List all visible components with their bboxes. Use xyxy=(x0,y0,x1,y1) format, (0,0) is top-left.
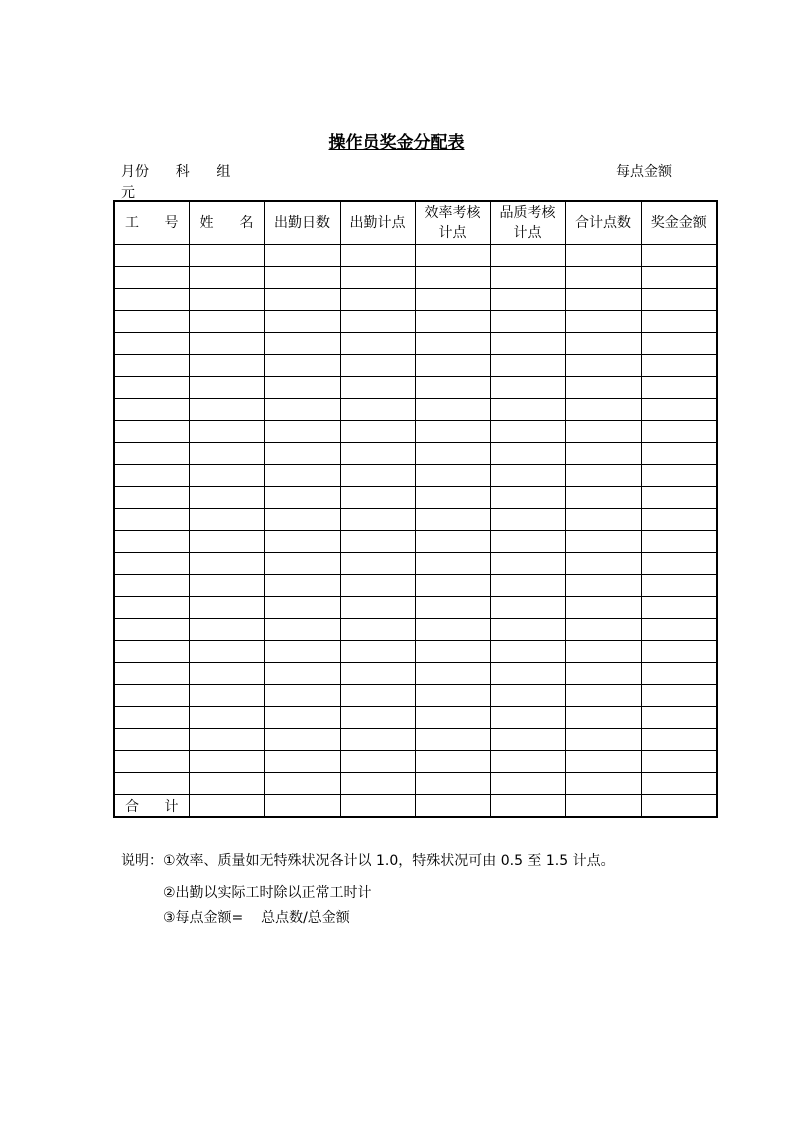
table-cell[interactable] xyxy=(340,509,415,531)
table-cell[interactable] xyxy=(114,355,189,377)
table-cell[interactable] xyxy=(189,443,264,465)
table-cell[interactable] xyxy=(490,443,565,465)
table-row xyxy=(114,751,717,773)
column-header-attendance-points: 出勤计点 xyxy=(340,201,415,245)
table-cell[interactable] xyxy=(340,553,415,575)
table-cell[interactable] xyxy=(114,729,189,751)
table-row xyxy=(114,773,717,795)
table-cell[interactable] xyxy=(490,465,565,487)
table-cell[interactable] xyxy=(641,399,717,421)
table-cell[interactable] xyxy=(340,729,415,751)
table-cell[interactable] xyxy=(189,729,264,751)
table-cell[interactable] xyxy=(565,267,641,289)
table-cell[interactable] xyxy=(340,487,415,509)
table-cell[interactable] xyxy=(490,685,565,707)
table-cell[interactable] xyxy=(189,421,264,443)
column-header-total-points: 合计点数 xyxy=(565,201,641,245)
table-cell[interactable] xyxy=(415,443,490,465)
table-cell[interactable] xyxy=(490,509,565,531)
table-row xyxy=(114,685,717,707)
column-header-employee-id: 工 号 xyxy=(114,201,189,245)
table-cell[interactable] xyxy=(415,597,490,619)
table-cell[interactable] xyxy=(189,597,264,619)
table-cell[interactable] xyxy=(565,575,641,597)
table-cell[interactable] xyxy=(490,399,565,421)
table-row xyxy=(114,355,717,377)
table-cell[interactable] xyxy=(565,487,641,509)
note-line-3: ③每点金额= 总点数/总金额 xyxy=(163,910,350,926)
table-cell[interactable] xyxy=(189,355,264,377)
table-cell[interactable] xyxy=(340,399,415,421)
table-row xyxy=(114,245,717,267)
table-cell[interactable] xyxy=(565,399,641,421)
table-cell[interactable] xyxy=(490,575,565,597)
table-cell[interactable] xyxy=(340,773,415,795)
table-cell[interactable] xyxy=(114,641,189,663)
table-cell[interactable] xyxy=(264,487,340,509)
table-cell[interactable] xyxy=(641,465,717,487)
table-cell[interactable] xyxy=(490,663,565,685)
table-row xyxy=(114,729,717,751)
table-cell[interactable] xyxy=(565,443,641,465)
table-cell[interactable] xyxy=(189,663,264,685)
table-cell[interactable] xyxy=(264,289,340,311)
table-cell[interactable] xyxy=(264,707,340,729)
table-cell[interactable] xyxy=(264,553,340,575)
table-cell[interactable] xyxy=(565,245,641,267)
table-cell[interactable] xyxy=(490,355,565,377)
table-cell[interactable] xyxy=(340,531,415,553)
table-cell[interactable] xyxy=(565,773,641,795)
total-label-cell: 合 计 xyxy=(114,795,189,818)
table-cell[interactable] xyxy=(264,267,340,289)
table-cell[interactable] xyxy=(114,333,189,355)
column-header-attendance-days: 出勤日数 xyxy=(264,201,340,245)
table-cell[interactable] xyxy=(340,575,415,597)
table-cell[interactable] xyxy=(415,707,490,729)
table-cell[interactable] xyxy=(415,663,490,685)
table-cell[interactable] xyxy=(490,311,565,333)
table-cell[interactable] xyxy=(114,685,189,707)
table-cell[interactable] xyxy=(264,421,340,443)
table-cell[interactable] xyxy=(415,685,490,707)
table-cell[interactable] xyxy=(641,509,717,531)
table-cell[interactable] xyxy=(114,509,189,531)
table-cell[interactable] xyxy=(264,575,340,597)
table-row xyxy=(114,619,717,641)
table-cell[interactable] xyxy=(490,245,565,267)
table-cell[interactable] xyxy=(114,597,189,619)
table-cell[interactable] xyxy=(565,553,641,575)
table-cell[interactable] xyxy=(415,289,490,311)
table-cell[interactable] xyxy=(264,773,340,795)
table-row xyxy=(114,707,717,729)
table-cell[interactable] xyxy=(114,575,189,597)
table-cell[interactable] xyxy=(415,245,490,267)
table-cell[interactable] xyxy=(340,685,415,707)
table-cell[interactable] xyxy=(114,531,189,553)
table-cell[interactable] xyxy=(340,267,415,289)
table-row xyxy=(114,509,717,531)
table-row xyxy=(114,487,717,509)
table-cell[interactable] xyxy=(264,663,340,685)
table-cell[interactable] xyxy=(189,707,264,729)
table-cell[interactable] xyxy=(641,729,717,751)
table-cell[interactable] xyxy=(340,377,415,399)
table-cell[interactable] xyxy=(565,729,641,751)
table-cell[interactable] xyxy=(415,399,490,421)
table-cell[interactable] xyxy=(340,245,415,267)
table-row xyxy=(114,311,717,333)
table-row xyxy=(114,377,717,399)
table-cell[interactable] xyxy=(189,795,264,818)
table-cell[interactable] xyxy=(189,311,264,333)
table-cell[interactable] xyxy=(189,509,264,531)
table-cell[interactable] xyxy=(565,465,641,487)
table-row xyxy=(114,443,717,465)
table-cell[interactable] xyxy=(641,685,717,707)
table-cell[interactable] xyxy=(114,289,189,311)
table-cell[interactable] xyxy=(264,619,340,641)
table-cell[interactable] xyxy=(189,333,264,355)
table-cell[interactable] xyxy=(114,751,189,773)
table-cell[interactable] xyxy=(264,465,340,487)
table-cell[interactable] xyxy=(114,619,189,641)
table-row xyxy=(114,663,717,685)
table-cell[interactable] xyxy=(189,531,264,553)
table-cell[interactable] xyxy=(264,311,340,333)
table-cell[interactable] xyxy=(264,751,340,773)
table-cell[interactable] xyxy=(340,751,415,773)
table-cell[interactable] xyxy=(490,333,565,355)
table-cell[interactable] xyxy=(565,377,641,399)
table-cell[interactable] xyxy=(565,509,641,531)
table-cell[interactable] xyxy=(264,509,340,531)
table-cell[interactable] xyxy=(114,399,189,421)
table-cell[interactable] xyxy=(114,443,189,465)
table-cell[interactable] xyxy=(189,377,264,399)
table-cell[interactable] xyxy=(264,377,340,399)
table-cell[interactable] xyxy=(641,575,717,597)
table-cell[interactable] xyxy=(415,509,490,531)
table-row xyxy=(114,531,717,553)
table-cell[interactable] xyxy=(189,267,264,289)
table-cell[interactable] xyxy=(490,597,565,619)
table-cell[interactable] xyxy=(641,333,717,355)
table-cell[interactable] xyxy=(565,641,641,663)
table-row xyxy=(114,597,717,619)
table-cell[interactable] xyxy=(641,311,717,333)
table-cell[interactable] xyxy=(641,355,717,377)
table-cell[interactable] xyxy=(641,553,717,575)
table-cell[interactable] xyxy=(340,597,415,619)
table-cell[interactable] xyxy=(490,773,565,795)
total-row xyxy=(114,795,717,818)
table-cell[interactable] xyxy=(114,465,189,487)
table-cell[interactable] xyxy=(340,465,415,487)
table-cell[interactable] xyxy=(641,773,717,795)
table-cell[interactable] xyxy=(490,377,565,399)
table-cell[interactable] xyxy=(340,443,415,465)
point-amount-label: 每点金额 xyxy=(616,164,672,180)
table-cell[interactable] xyxy=(565,685,641,707)
table-cell[interactable] xyxy=(641,531,717,553)
table-header-row xyxy=(114,201,717,245)
table-cell[interactable] xyxy=(264,443,340,465)
table-cell[interactable] xyxy=(189,575,264,597)
table-cell[interactable] xyxy=(641,245,717,267)
table-cell[interactable] xyxy=(641,267,717,289)
table-cell[interactable] xyxy=(189,245,264,267)
table-cell[interactable] xyxy=(415,311,490,333)
table-cell[interactable] xyxy=(565,663,641,685)
table-cell[interactable] xyxy=(490,795,565,818)
column-header-bonus-amount: 奖金金额 xyxy=(641,201,717,245)
table-cell[interactable] xyxy=(490,267,565,289)
table-cell[interactable] xyxy=(114,707,189,729)
column-header-name: 姓 名 xyxy=(189,201,264,245)
table-cell[interactable] xyxy=(641,707,717,729)
table-cell[interactable] xyxy=(340,311,415,333)
table-cell[interactable] xyxy=(264,245,340,267)
table-cell[interactable] xyxy=(114,553,189,575)
table-cell[interactable] xyxy=(189,465,264,487)
table-cell[interactable] xyxy=(641,377,717,399)
table-cell[interactable] xyxy=(565,421,641,443)
table-cell[interactable] xyxy=(490,289,565,311)
table-cell[interactable] xyxy=(114,487,189,509)
table-cell[interactable] xyxy=(415,575,490,597)
note-line-2: ②出勤以实际工时除以正常工时计 xyxy=(163,885,372,901)
table-cell[interactable] xyxy=(264,729,340,751)
table-cell[interactable] xyxy=(415,333,490,355)
table-cell[interactable] xyxy=(641,597,717,619)
table-cell[interactable] xyxy=(114,421,189,443)
table-cell[interactable] xyxy=(264,597,340,619)
table-cell[interactable] xyxy=(189,641,264,663)
table-cell[interactable] xyxy=(114,773,189,795)
table-cell[interactable] xyxy=(415,531,490,553)
table-cell[interactable] xyxy=(114,245,189,267)
table-cell[interactable] xyxy=(340,707,415,729)
table-cell[interactable] xyxy=(264,531,340,553)
table-cell[interactable] xyxy=(264,685,340,707)
table-cell[interactable] xyxy=(340,355,415,377)
table-cell[interactable] xyxy=(189,751,264,773)
table-cell[interactable] xyxy=(415,751,490,773)
table-cell[interactable] xyxy=(565,531,641,553)
table-cell[interactable] xyxy=(264,333,340,355)
table-cell[interactable] xyxy=(114,311,189,333)
table-cell[interactable] xyxy=(189,487,264,509)
table-cell[interactable] xyxy=(641,443,717,465)
table-cell[interactable] xyxy=(415,355,490,377)
table-row xyxy=(114,575,717,597)
table-cell[interactable] xyxy=(565,355,641,377)
table-cell[interactable] xyxy=(340,333,415,355)
table-cell[interactable] xyxy=(114,267,189,289)
note-line-1: 说明：①效率、质量如无特殊状况各计以 1.0，特殊状况可由 0.5 至 1.5 计点。 xyxy=(121,853,615,869)
table-cell[interactable] xyxy=(565,751,641,773)
table-cell[interactable] xyxy=(415,553,490,575)
table-cell[interactable] xyxy=(340,421,415,443)
table-row xyxy=(114,333,717,355)
table-cell[interactable] xyxy=(114,663,189,685)
table-cell[interactable] xyxy=(565,289,641,311)
table-cell[interactable] xyxy=(340,641,415,663)
table-cell[interactable] xyxy=(264,641,340,663)
table-cell[interactable] xyxy=(641,751,717,773)
table-cell[interactable] xyxy=(189,399,264,421)
table-cell[interactable] xyxy=(264,399,340,421)
table-row xyxy=(114,267,717,289)
table-cell[interactable] xyxy=(641,641,717,663)
table-cell[interactable] xyxy=(565,795,641,818)
table-cell[interactable] xyxy=(415,619,490,641)
table-cell[interactable] xyxy=(641,289,717,311)
table-row xyxy=(114,465,717,487)
table-cell[interactable] xyxy=(340,795,415,818)
table-cell[interactable] xyxy=(565,619,641,641)
table-cell[interactable] xyxy=(565,333,641,355)
table-cell[interactable] xyxy=(189,289,264,311)
table-cell[interactable] xyxy=(415,421,490,443)
table-cell[interactable] xyxy=(415,729,490,751)
table-cell[interactable] xyxy=(490,707,565,729)
table-cell[interactable] xyxy=(415,487,490,509)
table-cell[interactable] xyxy=(415,377,490,399)
table-cell[interactable] xyxy=(189,619,264,641)
table-cell[interactable] xyxy=(490,641,565,663)
table-cell[interactable] xyxy=(565,311,641,333)
table-cell[interactable] xyxy=(641,487,717,509)
month-department-group-line: 月份 科 组 xyxy=(121,164,231,180)
table-cell[interactable] xyxy=(415,641,490,663)
table-cell[interactable] xyxy=(490,619,565,641)
table-cell[interactable] xyxy=(340,619,415,641)
table-row xyxy=(114,641,717,663)
column-header-efficiency-points: 效率考核 计点 xyxy=(415,201,490,245)
table-cell[interactable] xyxy=(415,773,490,795)
table-row xyxy=(114,399,717,421)
table-cell[interactable] xyxy=(189,553,264,575)
table-cell[interactable] xyxy=(189,773,264,795)
table-cell[interactable] xyxy=(264,355,340,377)
table-cell[interactable] xyxy=(490,751,565,773)
table-cell[interactable] xyxy=(189,685,264,707)
table-cell[interactable] xyxy=(641,421,717,443)
table-cell[interactable] xyxy=(340,663,415,685)
table-row xyxy=(114,289,717,311)
table-cell[interactable] xyxy=(415,795,490,818)
table-cell[interactable] xyxy=(490,421,565,443)
table-cell[interactable] xyxy=(490,487,565,509)
form-title: 操作员奖金分配表 xyxy=(328,133,465,153)
table-cell[interactable] xyxy=(565,597,641,619)
table-row xyxy=(114,553,717,575)
table-cell[interactable] xyxy=(415,267,490,289)
currency-unit-label: 元 xyxy=(121,185,135,201)
table-cell[interactable] xyxy=(114,377,189,399)
table-cell[interactable] xyxy=(490,553,565,575)
table-cell[interactable] xyxy=(264,795,340,818)
table-cell[interactable] xyxy=(641,663,717,685)
table-cell[interactable] xyxy=(490,729,565,751)
table-cell[interactable] xyxy=(641,619,717,641)
table-cell[interactable] xyxy=(340,289,415,311)
bonus-distribution-table xyxy=(113,200,718,818)
table-cell[interactable] xyxy=(565,707,641,729)
column-header-quality-points: 品质考核 计点 xyxy=(490,201,565,245)
table-cell[interactable] xyxy=(415,465,490,487)
table-row xyxy=(114,421,717,443)
table-cell[interactable] xyxy=(490,531,565,553)
table-cell[interactable] xyxy=(641,795,717,818)
